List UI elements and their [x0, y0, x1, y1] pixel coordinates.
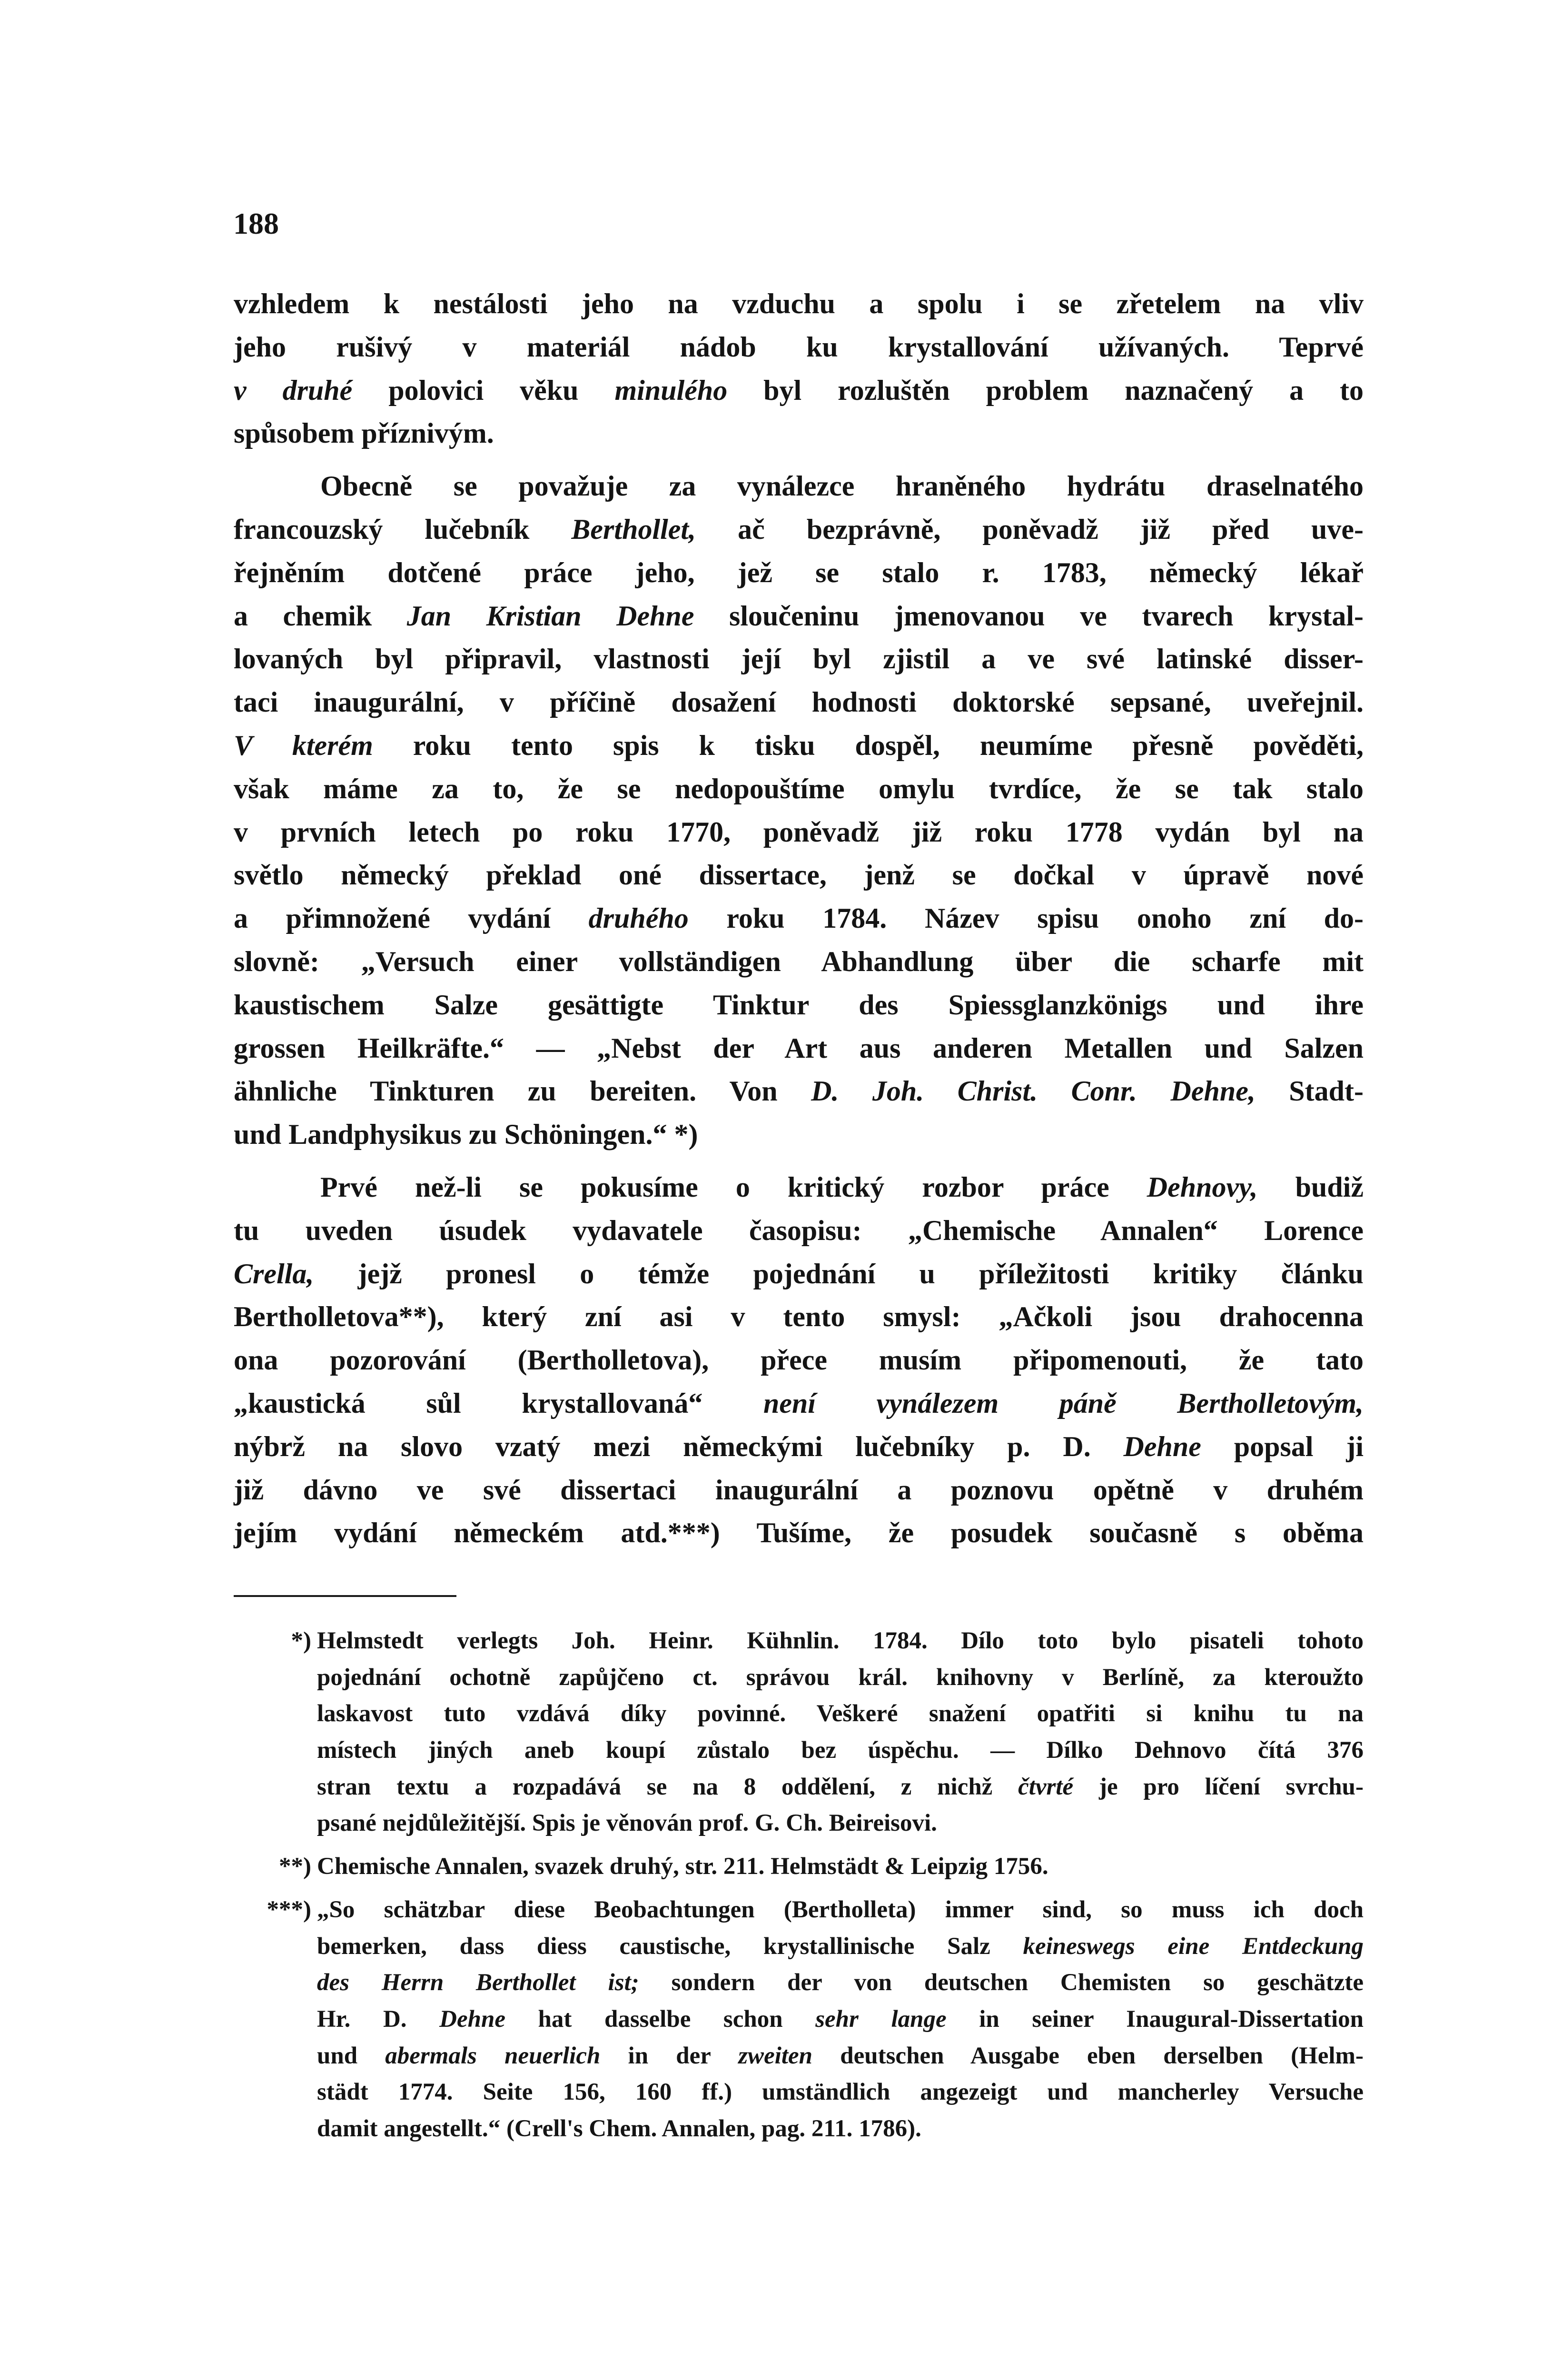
text-line	[234, 1511, 1364, 1555]
text-run: deutschen Ausgabe eben derselben (Helm-	[812, 2042, 1364, 2069]
text-line	[234, 1295, 1364, 1339]
italic-text-run: des Herrn Berthollet ist;	[317, 1969, 639, 1996]
text-run: popsal ji	[1201, 1430, 1364, 1462]
text-line	[317, 1964, 1364, 2001]
text-line	[234, 853, 1364, 897]
paragraph	[234, 282, 1364, 455]
text-line	[317, 1623, 1364, 1659]
text-line	[234, 551, 1364, 595]
italic-text-run: druhého	[588, 902, 689, 934]
text-line	[234, 1339, 1364, 1382]
text-run: in seiner Inaugural-Dissertation	[946, 2005, 1364, 2033]
text-line	[234, 1468, 1364, 1512]
text-run: Hr. D.	[317, 2005, 440, 2033]
text-run: sondern der von deutschen Chemisten so geschätzte	[639, 1969, 1364, 1996]
text-line	[234, 508, 1364, 551]
page-number: 188	[233, 207, 279, 240]
text-line	[234, 1382, 1364, 1425]
text-run: grossen Heilkräfte.“ — „Nebst der Art aus anderen Metallen und Salzen	[234, 1032, 1364, 1064]
text-run: laskavost tuto vzdává díky povinné. Veškeré snažení opatřiti si knihu tu na	[317, 1700, 1364, 1727]
text-line	[317, 1892, 1364, 1928]
text-run: již dávno ve své dissertaci inaugurální a poznovu opětně v druhém	[234, 1474, 1364, 1506]
text-run: pojednání ochotně zapůjčeno ct. správou král. knihovny v Berlíně, za kteroužto	[317, 1664, 1364, 1691]
italic-text-run: V kterém	[234, 729, 373, 761]
text-line	[234, 595, 1364, 638]
footnote	[279, 1848, 1364, 1885]
text-run: Obecně se považuje za vynálezce hraněného hydrátu draselnatého	[320, 470, 1364, 502]
text-run: slovně: „Versuch einer vollständigen Abhandlung über die scharfe mit	[234, 945, 1364, 977]
text-line	[317, 1732, 1364, 1769]
text-line	[234, 811, 1364, 854]
footnote-marker: **)	[279, 1853, 311, 1880]
text-run: Chemische Annalen, svazek druhý, str. 211. Helmstädt & Leipzig 1756.	[317, 1853, 1048, 1880]
text-line	[234, 326, 1364, 369]
text-run: stran textu a rozpadává se na 8 oddělení, z nichž	[317, 1773, 1018, 1800]
footnotes	[267, 1623, 1364, 2147]
text-run: Bertholletova**), který zní asi v tento smysl: „Ačkoli jsou drahocenna	[234, 1301, 1364, 1333]
italic-text-run: sehr lange	[815, 2005, 947, 2033]
text-line	[234, 897, 1364, 940]
text-line	[234, 412, 1364, 455]
text-line	[234, 465, 1364, 508]
text-run: in der	[600, 2042, 739, 2069]
text-run: je pro líčení svrchu-	[1073, 1773, 1364, 1800]
text-run: und Landphysikus zu Schöningen.“ *)	[234, 1119, 698, 1150]
text-run: spůsobem příznivým.	[234, 417, 494, 449]
text-line	[317, 1805, 1364, 1842]
text-run: sloučeninu jmenovanou ve tvarech krystal-	[694, 600, 1364, 632]
text-run: řejněním dotčené práce jeho, jež se stalo r. 1783, německý lékař	[234, 556, 1364, 588]
text-line	[317, 1848, 1364, 1885]
text-line	[234, 983, 1364, 1027]
paragraph	[234, 1166, 1364, 1555]
text-line	[234, 1027, 1364, 1070]
text-run: städt 1774. Seite 156, 160 ff.) umständlich angezeigt und mancherley Versuche	[317, 2079, 1364, 2106]
text-line	[317, 1769, 1364, 1805]
text-run: hat dasselbe schon	[505, 2005, 816, 2033]
text-run: a chemik	[234, 600, 407, 632]
italic-text-run: není vynálezem páně Bertholletovým,	[763, 1387, 1364, 1419]
text-run: jejím vydání německém atd.***) Tušíme, že posudek současně s oběma	[234, 1517, 1364, 1549]
text-run: místech jiných aneb koupí zůstalo bez úspěchu. — Dílko Dehnovo čítá 376	[317, 1737, 1364, 1764]
text-line	[234, 1252, 1364, 1296]
italic-text-run: Crella,	[234, 1258, 314, 1289]
text-run: damit angestellt.“ (Crell's Chem. Annalen, pag. 211. 1786).	[317, 2115, 921, 2142]
text-run: „kaustická sůl krystallovaná“	[234, 1387, 763, 1419]
text-line	[317, 2111, 1364, 2147]
text-line	[317, 2074, 1364, 2111]
text-run: ona pozorování (Bertholletova), přece musím připomenouti, že tato	[234, 1344, 1364, 1376]
text-line	[234, 724, 1364, 767]
text-run: jeho rušivý v materiál nádob ku krystallování užívaných. Teprvé	[234, 331, 1364, 363]
text-line	[317, 1659, 1364, 1696]
italic-text-run: Berthollet,	[571, 513, 696, 545]
text-run: roku tento spis k tisku dospěl, neumíme přesně pověděti,	[373, 729, 1364, 761]
text-line	[234, 1166, 1364, 1209]
text-run: ähnliche Tinkturen zu bereiten. Von	[234, 1075, 811, 1107]
text-run: francouzský lučebník	[234, 513, 572, 545]
text-line	[234, 767, 1364, 811]
italic-text-run: Dehne	[439, 2005, 505, 2033]
text-run: Stadt-	[1255, 1075, 1364, 1107]
text-line	[317, 2001, 1364, 2038]
footnote-separator	[234, 1595, 456, 1597]
text-run: bemerken, dass diess caustische, krystallinische Salz	[317, 1933, 1023, 1960]
text-run: v prvních letech po roku 1770, poněvadž již roku 1778 vydán byl na	[234, 816, 1364, 848]
footnote	[267, 1892, 1364, 2147]
text-line	[234, 681, 1364, 724]
text-run: tu uveden úsudek vydavatele časopisu: „Chemische Annalen“ Lorence	[234, 1214, 1364, 1246]
text-run: budiž	[1257, 1171, 1364, 1203]
italic-text-run: keineswegs eine Entdeckung	[1023, 1933, 1364, 1960]
text-run: byl rozluštěn problem naznačený a to	[727, 374, 1364, 406]
text-line	[317, 2038, 1364, 2074]
italic-text-run: Dehne	[1123, 1430, 1201, 1462]
italic-text-run: čtvrté	[1018, 1773, 1074, 1800]
text-run: světlo německý překlad oné dissertace, jenž se dočkal v úpravě nové	[234, 859, 1364, 891]
text-line	[234, 1070, 1364, 1113]
italic-text-run: Jan Kristian Dehne	[406, 600, 694, 632]
text-line	[234, 369, 1364, 412]
text-run: polovici věku	[352, 374, 615, 406]
text-run: und	[317, 2042, 386, 2069]
body-text	[234, 282, 1364, 1555]
text-run: lovaných byl připravil, vlastnosti její byl zjistil a ve své latinské disser-	[234, 643, 1364, 675]
text-run: psané nejdůležitější. Spis je věnován prof. G. Ch. Beireisovi.	[317, 1810, 937, 1837]
text-line	[234, 1425, 1364, 1468]
italic-text-run: abermals neuerlich	[385, 2042, 601, 2069]
italic-text-run: minulého	[614, 374, 728, 406]
footnote-marker: ***)	[267, 1896, 311, 1923]
italic-text-run: v druhé	[234, 374, 353, 406]
footnote-marker: *)	[291, 1627, 311, 1654]
text-run: však máme za to, že se nedopouštíme omylu tvrdíce, že se tak stalo	[234, 773, 1364, 804]
text-line	[234, 1113, 1364, 1156]
text-run: a přimnožené vydání	[234, 902, 589, 934]
text-run: roku 1784. Název spisu onoho zní do-	[688, 902, 1364, 934]
text-run: Helmstedt verlegts Joh. Heinr. Kühnlin. 1784. Dílo toto bylo pisateli tohoto	[317, 1627, 1364, 1654]
text-run: nýbrž na slovo vzatý mezi německými lučebníky p. D.	[234, 1430, 1124, 1462]
text-run: Prvé než-li se pokusíme o kritický rozbor práce	[320, 1171, 1147, 1203]
text-line	[234, 637, 1364, 681]
italic-text-run: D. Joh. Christ. Conr. Dehne,	[811, 1075, 1256, 1107]
text-run: „So schätzbar diese Beobachtungen (Bertholleta) immer sind, so muss ich doch	[317, 1896, 1364, 1923]
italic-text-run: zweiten	[738, 2042, 813, 2069]
text-run: vzhledem k nestálosti jeho na vzduchu a spolu i se zřetelem na vliv	[234, 288, 1364, 319]
text-line	[317, 1696, 1364, 1732]
text-run: jejž pronesl o témže pojednání u příležitosti kritiky článku	[314, 1258, 1364, 1289]
text-line	[317, 1928, 1364, 1965]
text-run: kaustischem Salze gesättigte Tinktur des Spiessglanzkönigs und ihre	[234, 989, 1364, 1021]
italic-text-run: Dehnovy,	[1147, 1171, 1258, 1203]
footnote	[291, 1623, 1364, 1842]
paragraph	[234, 465, 1364, 1156]
text-run: ač bezprávně, poněvadž již před uve-	[696, 513, 1364, 545]
text-line	[234, 1209, 1364, 1252]
text-run: taci inaugurální, v příčině dosažení hodnosti doktorské sepsané, uveřejnil.	[234, 686, 1364, 718]
text-line	[234, 940, 1364, 983]
text-line	[234, 282, 1364, 326]
